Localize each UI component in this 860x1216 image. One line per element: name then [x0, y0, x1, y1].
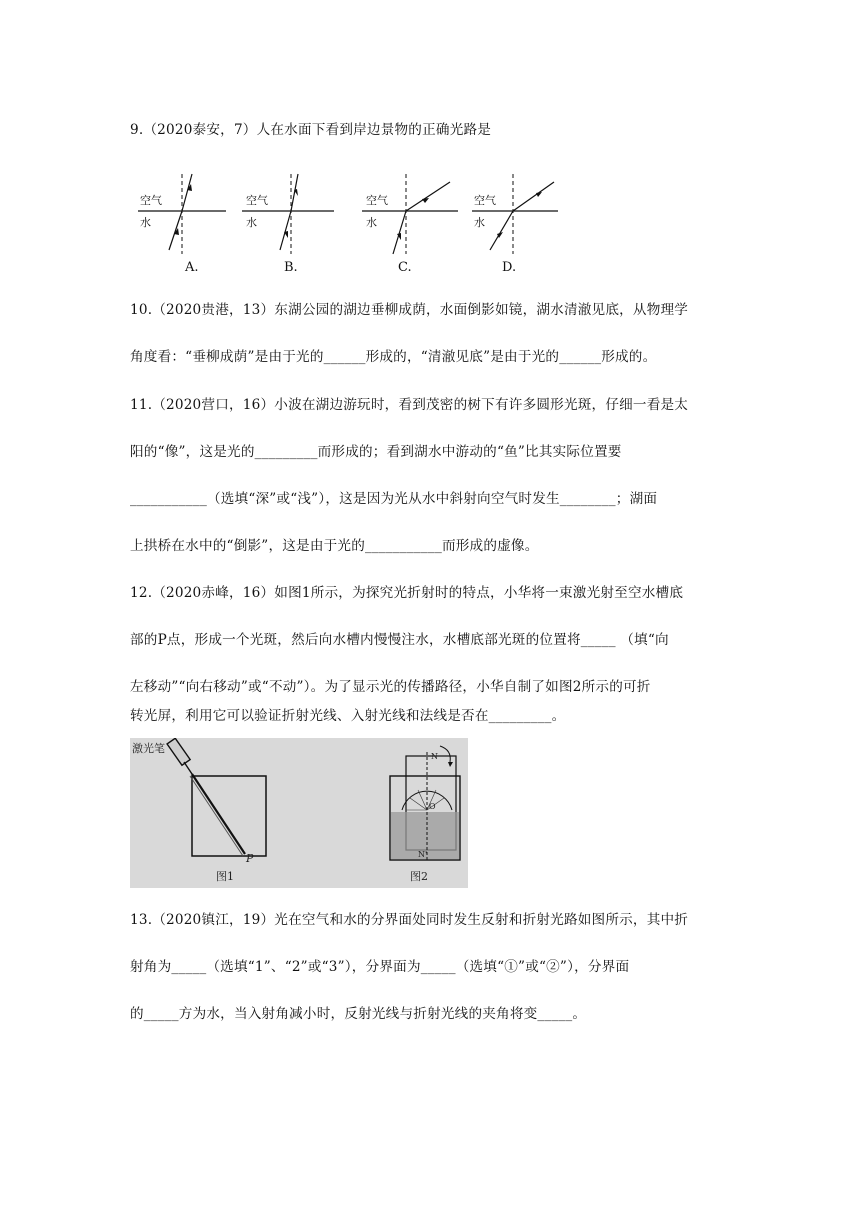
q9-option-b-diagram: [240, 170, 340, 282]
q11-line-1: 11.（2020营口，16）小波在湖边游玩时，看到茂密的树下有许多圆形光斑，仔细一看是太: [130, 397, 689, 413]
q9-figure-options: [130, 170, 570, 282]
q9-d-air-label: 空气: [474, 194, 496, 207]
q13-line-1: 13.（2020镇江，19）光在空气和水的分界面处同时发生反射和折射光路如图所示，其中折: [130, 912, 689, 928]
q9-b-air-label: 空气: [246, 194, 268, 207]
point-o-label: O: [429, 802, 436, 811]
q11-line-4: 上拱桥在水中的“倒影”，这是由于光的___________而形成的虚像。: [130, 538, 539, 554]
q9-text: 9.（2020泰安，7）人在水面下看到岸边景物的正确光路是: [130, 122, 492, 138]
q9-a-air-label: 空气: [140, 194, 162, 207]
q9-option-d-diagram: [470, 170, 570, 282]
q12-line-2: 部的P点，形成一个光斑，然后向水槽内慢慢注水，水槽底部光斑的位置将_____ （填“向: [130, 632, 669, 648]
q9-a-water-label: 水: [140, 216, 151, 229]
q9-b-water-label: 水: [246, 216, 257, 229]
q13-line-2: 射角为_____（选填“1”、“2”或“3”），分界面为_____（选填“①”或“②”），分界面: [130, 959, 630, 975]
point-p-label: P: [246, 852, 254, 865]
q9-c-label: C.: [398, 260, 412, 275]
q9-option-a-diagram: [130, 170, 230, 282]
q9-option-c-diagram: [360, 170, 460, 282]
q9-a-label: A.: [185, 260, 199, 275]
q11-line-2: 阳的“像”，这是光的_________而形成的；看到湖水中游动的“鱼”比其实际位置要: [130, 444, 622, 460]
q11-line-3: ___________（选填“深”或“浅”），这是因为光从水中斜射向空气时发生________；湖面: [130, 491, 658, 507]
q13-line-3: 的_____方为水，当入射角减小时，反射光线与折射光线的夹角将变_____。: [130, 1006, 587, 1022]
q12-line-1: 12.（2020赤峰，16）如图1所示，为探究光折射时的特点，小华将一束激光射至空水槽底: [130, 585, 684, 601]
q10-line-1: 10.（2020贵港，13）东湖公园的湖边垂柳成荫，水面倒影如镜，湖水清澈见底，从物理学: [130, 302, 689, 318]
q9-c-water-label: 水: [366, 216, 377, 229]
q12-line-4: 转光屏，利用它可以验证折射光线、入射光线和法线是否在_________。: [130, 708, 566, 724]
normal-n-prime-label: N': [418, 850, 428, 859]
q12-line-3: 左移动”“向右移动”或“不动”）。为了显示光的传播路径，小华自制了如图2所示的可折: [130, 679, 651, 695]
q9-b-label: B.: [284, 260, 298, 275]
normal-n-label: N: [431, 752, 438, 761]
q9-d-label: D.: [502, 260, 517, 275]
q12-figure-photo: [130, 738, 468, 888]
q9-c-air-label: 空气: [366, 194, 388, 207]
q9-d-water-label: 水: [474, 216, 485, 229]
q10-line-2: 角度看：“垂柳成荫”是由于光的______形成的，“清澈见底”是由于光的______形成的。: [130, 349, 657, 365]
laser-pen-label: 激光笔: [132, 742, 165, 755]
fig2-caption: 图2: [410, 870, 428, 883]
fig1-caption: 图1: [216, 870, 234, 883]
